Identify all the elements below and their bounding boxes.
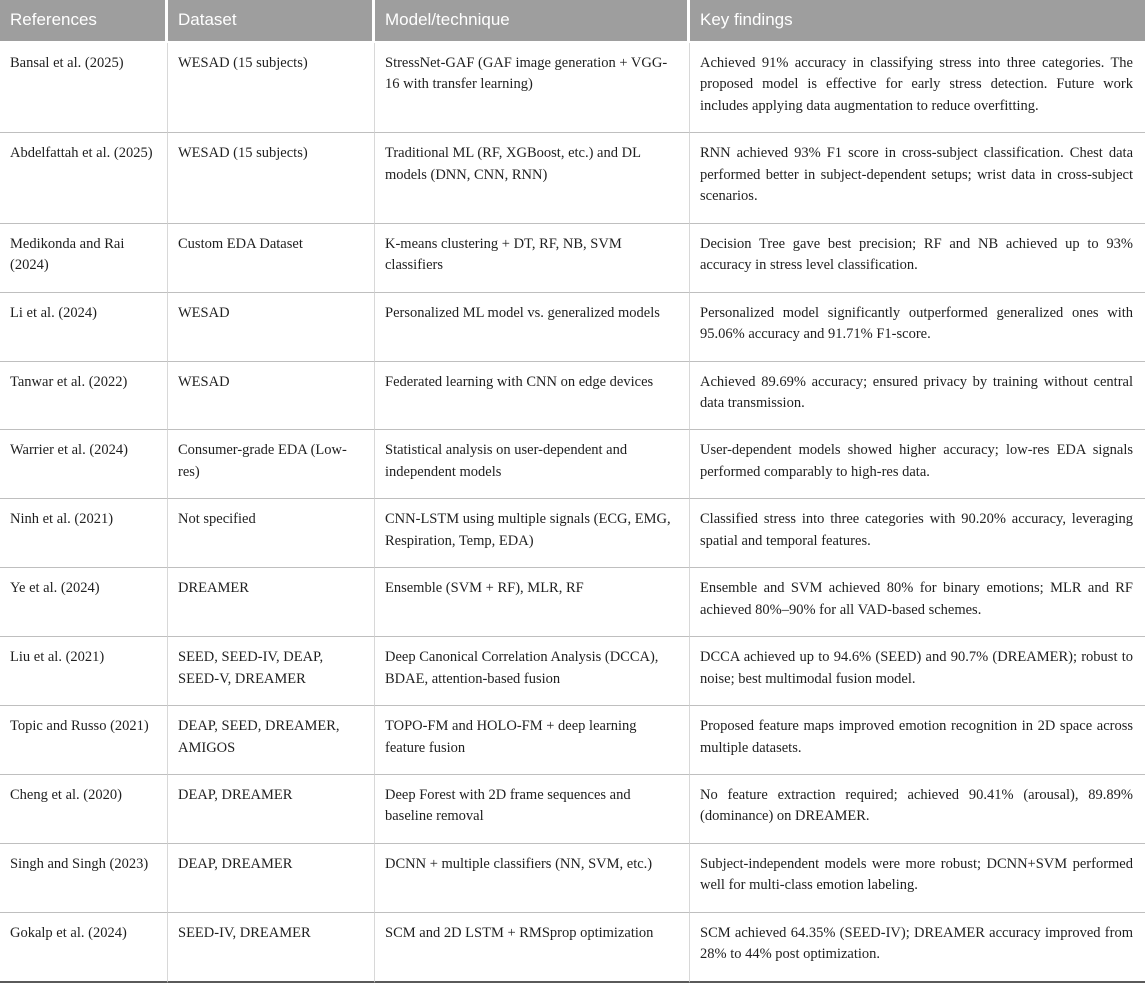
table-row xyxy=(0,568,1145,637)
table-body xyxy=(0,43,1145,983)
table-header xyxy=(0,0,1145,43)
model-cell: Statistical analysis on user-dependent and independent models xyxy=(375,430,690,499)
model-cell: Deep Forest with 2D frame sequences and baseline removal xyxy=(375,775,690,844)
dataset-cell: DEAP, SEED, DREAMER, AMIGOS xyxy=(168,706,375,775)
table-row xyxy=(0,224,1145,293)
reference-cell: Gokalp et al. (2024) xyxy=(0,913,168,983)
findings-cell: Decision Tree gave best precision; RF and NB achieved up to 93% accuracy in stress level classification. xyxy=(690,224,1145,293)
reference-cell: Medikonda and Rai (2024) xyxy=(0,224,168,293)
model-cell: StressNet-GAF (GAF image generation + VGG-16 with transfer learning) xyxy=(375,43,690,133)
reference-cell: Tanwar et al. (2022) xyxy=(0,362,168,431)
dataset-cell: Custom EDA Dataset xyxy=(168,224,375,293)
column-header-key-findings: Key findings xyxy=(690,0,1145,43)
findings-cell: Achieved 89.69% accuracy; ensured privacy by training without central data transmission. xyxy=(690,362,1145,431)
dataset-cell: WESAD (15 subjects) xyxy=(168,133,375,223)
findings-cell: DCCA achieved up to 94.6% (SEED) and 90.7% (DREAMER); robust to noise; best multimodal fusion model. xyxy=(690,637,1145,706)
findings-cell: User-dependent models showed higher accuracy; low-res EDA signals performed comparably to high-res data. xyxy=(690,430,1145,499)
reference-cell: Liu et al. (2021) xyxy=(0,637,168,706)
dataset-cell: Consumer-grade EDA (Low-res) xyxy=(168,430,375,499)
findings-cell: Classified stress into three categories with 90.20% accuracy, leveraging spatial and temporal features. xyxy=(690,499,1145,568)
reference-cell: Ye et al. (2024) xyxy=(0,568,168,637)
reference-cell: Ninh et al. (2021) xyxy=(0,499,168,568)
model-cell: DCNN + multiple classifiers (NN, SVM, etc.) xyxy=(375,844,690,913)
model-cell: SCM and 2D LSTM + RMSprop optimization xyxy=(375,913,690,983)
dataset-cell: WESAD (15 subjects) xyxy=(168,43,375,133)
table-row xyxy=(0,775,1145,844)
reference-cell: Bansal et al. (2025) xyxy=(0,43,168,133)
table-row xyxy=(0,499,1145,568)
table-row xyxy=(0,844,1145,913)
findings-cell: SCM achieved 64.35% (SEED-IV); DREAMER accuracy improved from 28% to 44% post optimization. xyxy=(690,913,1145,983)
model-cell: CNN-LSTM using multiple signals (ECG, EMG, Respiration, Temp, EDA) xyxy=(375,499,690,568)
dataset-cell: DEAP, DREAMER xyxy=(168,844,375,913)
table-row xyxy=(0,43,1145,133)
findings-cell: RNN achieved 93% F1 score in cross-subject classification. Chest data performed better in subject-dependent setups; wrist data in cross-subject scenarios. xyxy=(690,133,1145,223)
model-cell: Federated learning with CNN on edge devices xyxy=(375,362,690,431)
dataset-cell: Not specified xyxy=(168,499,375,568)
dataset-cell: DREAMER xyxy=(168,568,375,637)
column-header-references: References xyxy=(0,0,168,43)
table-row xyxy=(0,293,1145,362)
reference-cell: Li et al. (2024) xyxy=(0,293,168,362)
table-row xyxy=(0,362,1145,431)
reference-cell: Abdelfattah et al. (2025) xyxy=(0,133,168,223)
findings-cell: Subject-independent models were more robust; DCNN+SVM performed well for multi-class emotion labeling. xyxy=(690,844,1145,913)
reference-cell: Warrier et al. (2024) xyxy=(0,430,168,499)
model-cell: Ensemble (SVM + RF), MLR, RF xyxy=(375,568,690,637)
findings-cell: Proposed feature maps improved emotion recognition in 2D space across multiple datasets. xyxy=(690,706,1145,775)
dataset-cell: SEED, SEED-IV, DEAP, SEED-V, DREAMER xyxy=(168,637,375,706)
dataset-cell: SEED-IV, DREAMER xyxy=(168,913,375,983)
model-cell: Deep Canonical Correlation Analysis (DCCA), BDAE, attention-based fusion xyxy=(375,637,690,706)
dataset-cell: DEAP, DREAMER xyxy=(168,775,375,844)
column-header-dataset: Dataset xyxy=(168,0,375,43)
findings-cell: No feature extraction required; achieved 90.41% (arousal), 89.89% (dominance) on DREAMER. xyxy=(690,775,1145,844)
header-row xyxy=(0,0,1145,43)
dataset-cell: WESAD xyxy=(168,362,375,431)
findings-cell: Personalized model significantly outperformed generalized ones with 95.06% accuracy and 91.71% F1-score. xyxy=(690,293,1145,362)
table-row xyxy=(0,430,1145,499)
dataset-cell: WESAD xyxy=(168,293,375,362)
table-row xyxy=(0,133,1145,223)
model-cell: K-means clustering + DT, RF, NB, SVM classifiers xyxy=(375,224,690,293)
table-row xyxy=(0,706,1145,775)
table-row xyxy=(0,913,1145,983)
findings-cell: Achieved 91% accuracy in classifying stress into three categories. The proposed model is effective for early stress detection. Future work includes applying data augmentation to reduce overfitting. xyxy=(690,43,1145,133)
reference-cell: Topic and Russo (2021) xyxy=(0,706,168,775)
reference-cell: Cheng et al. (2020) xyxy=(0,775,168,844)
column-header-model-technique: Model/technique xyxy=(375,0,690,43)
model-cell: Traditional ML (RF, XGBoost, etc.) and DL models (DNN, CNN, RNN) xyxy=(375,133,690,223)
table-row xyxy=(0,637,1145,706)
findings-cell: Ensemble and SVM achieved 80% for binary emotions; MLR and RF achieved 80%–90% for all VAD-based schemes. xyxy=(690,568,1145,637)
model-cell: Personalized ML model vs. generalized models xyxy=(375,293,690,362)
reference-cell: Singh and Singh (2023) xyxy=(0,844,168,913)
model-cell: TOPO-FM and HOLO-FM + deep learning feature fusion xyxy=(375,706,690,775)
